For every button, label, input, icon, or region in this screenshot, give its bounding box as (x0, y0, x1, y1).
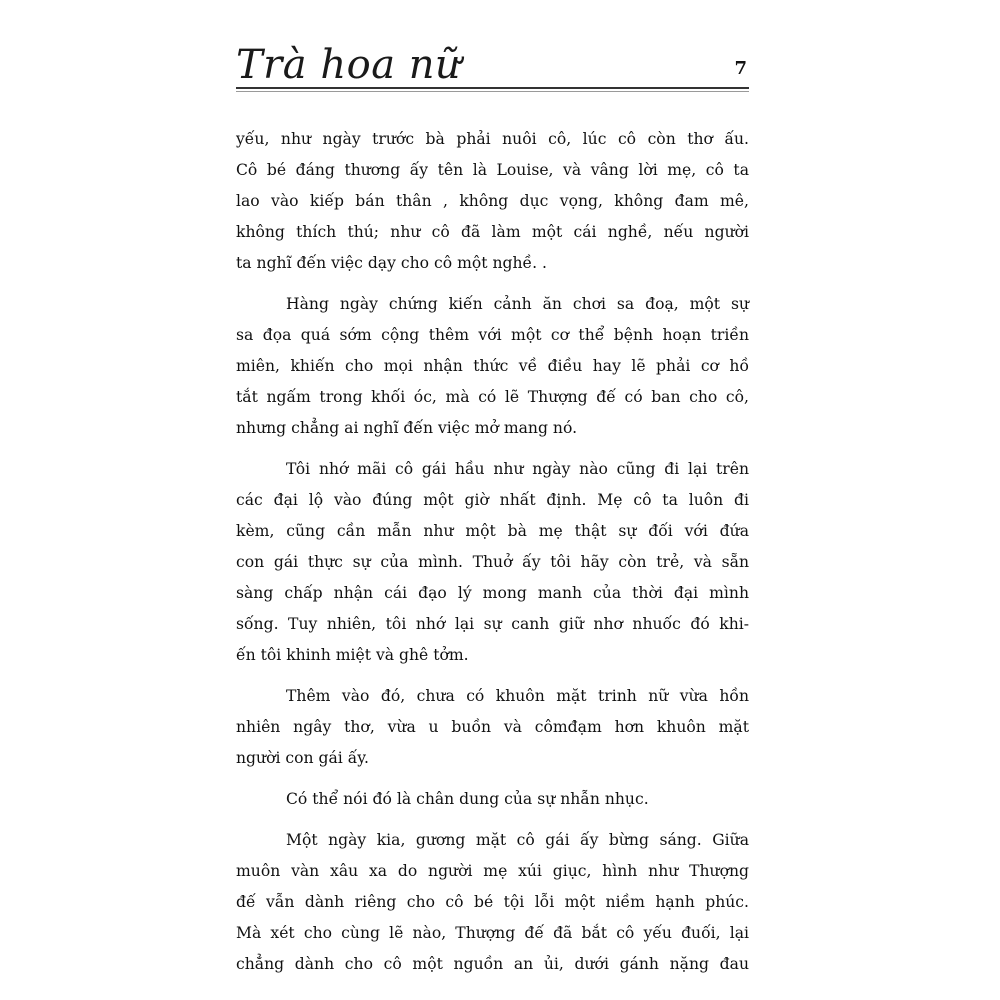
page-number: 7 (734, 58, 747, 79)
paragraph-6 (236, 825, 749, 980)
text-line: tắt ngấm trong khối óc, mà có lẽ Thượng đế có ban cho cô, (236, 388, 749, 406)
text-line: Tôi nhớ mãi cô gái hầu như ngày nào cũng đi lại trên (286, 460, 749, 478)
text-line: lao vào kiếp bán thân , không dục vọng, không đam mê, (236, 192, 749, 210)
body-text (236, 124, 749, 990)
paragraph-2 (236, 289, 749, 444)
book-title: Trà hoa nữ (236, 42, 462, 88)
header-rule-thin (236, 91, 749, 92)
text-line: miên, khiến cho mọi nhận thức về điều hay lẽ phải cơ hồ (236, 357, 749, 375)
text-line: ến tôi khinh miệt và ghê tởm. (236, 646, 469, 664)
text-line: yếu, như ngày trước bà phải nuôi cô, lúc cô còn thơ ấu. (236, 130, 749, 148)
text-line: Mà xét cho cùng lẽ nào, Thượng đế đã bắt cô yếu đuối, lại (236, 924, 749, 942)
text-line: người con gái ấy. (236, 749, 369, 767)
text-line: kèm, cũng cần mẫn như một bà mẹ thật sự đối với đứa (236, 522, 749, 540)
text-line: nhiên ngây thơ, vừa u buồn và cômđạm hơn khuôn mặt (236, 718, 749, 736)
text-line: các đại lộ vào đúng một giờ nhất định. Mẹ cô ta luôn đi (236, 491, 749, 509)
paragraph-4 (236, 681, 749, 774)
text-line: Một ngày kia, gương mặt cô gái ấy bừng sáng. Giữa (286, 831, 749, 849)
text-line: Có thể nói đó là chân dung của sự nhẫn nhục. (286, 790, 649, 808)
text-line: nhưng chẳng ai nghĩ đến việc mở mang nó. (236, 419, 578, 437)
header-rule (236, 87, 749, 89)
text-line: muôn vàn xâu xa do người mẹ xúi giục, hình như Thượng (236, 862, 749, 880)
paragraph-1 (236, 124, 749, 279)
paragraph-5 (236, 784, 749, 815)
text-line: Cô bé đáng thương ấy tên là Louise, và vâng lời mẹ, cô ta (236, 161, 749, 179)
text-line: chẳng dành cho cô một nguồn an ủi, dưới gánh nặng đau (236, 955, 749, 973)
text-line: sa đọa quá sớm cộng thêm với một cơ thể bệnh hoạn triền (236, 326, 749, 344)
text-line: ta nghĩ đến việc dạy cho cô một nghề. . (236, 254, 547, 272)
text-line: không thích thú; như cô đã làm một cái nghề, nếu người (236, 223, 749, 241)
text-line: sàng chấp nhận cái đạo lý mong manh của thời đại mình (236, 584, 749, 602)
text-line: con gái thực sự của mình. Thuở ấy tôi hãy còn trẻ, và sẵn (236, 553, 749, 571)
running-header (236, 40, 749, 90)
text-line: sống. Tuy nhiên, tôi nhớ lại sự canh giữ nhơ nhuốc đó khi- (236, 615, 749, 633)
text-line: Hàng ngày chứng kiến cảnh ăn chơi sa đoạ, một sự (286, 295, 749, 313)
paragraph-3 (236, 454, 749, 671)
text-line: đế vẫn dành riêng cho cô bé tội lỗi một niềm hạnh phúc. (236, 893, 749, 911)
text-line: Thêm vào đó, chưa có khuôn mặt trinh nữ vừa hồn (286, 687, 749, 705)
